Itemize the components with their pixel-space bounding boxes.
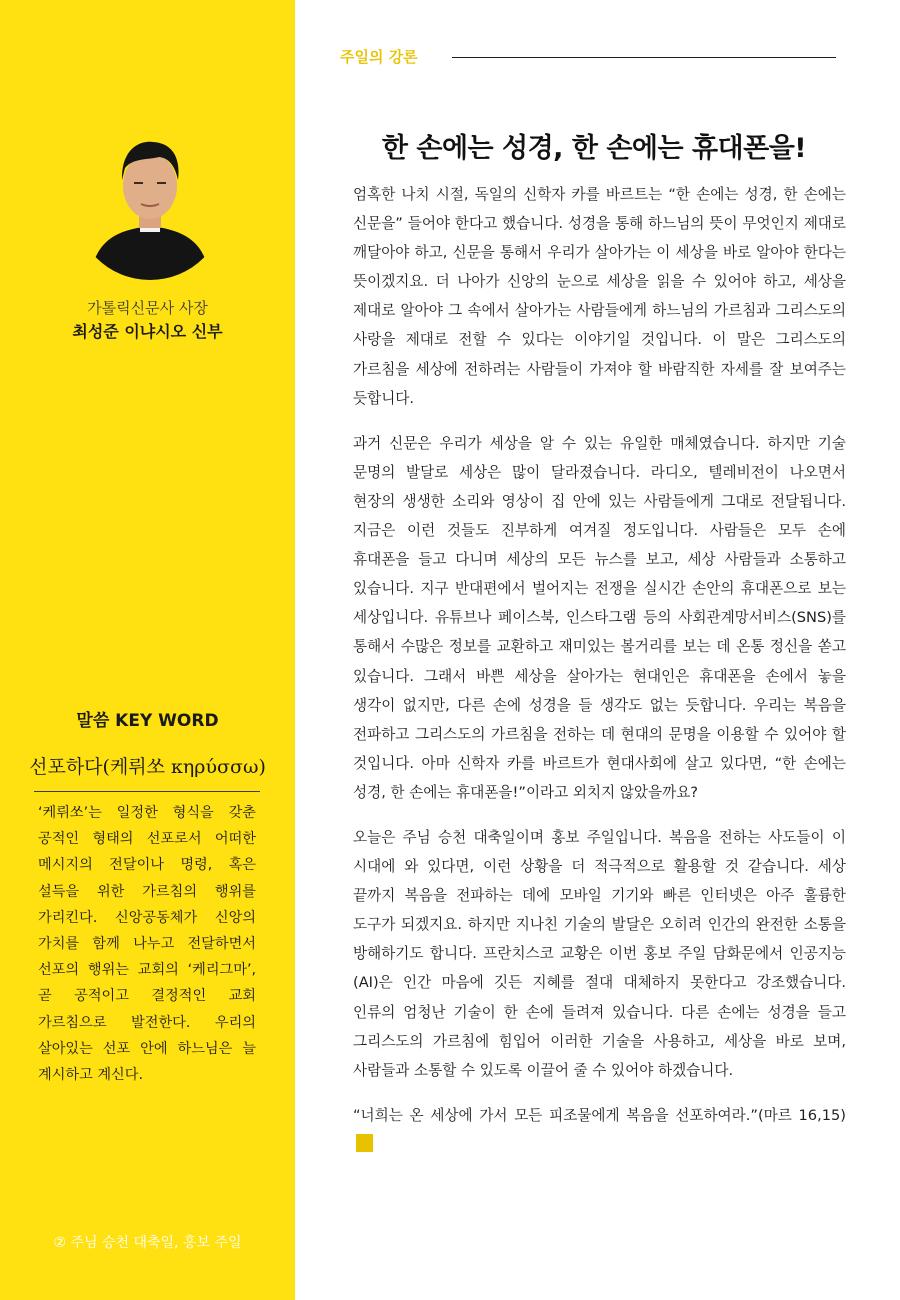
closing-quote-paragraph (353, 1101, 846, 1159)
article-paragraph: 오늘은 주님 승천 대축일이며 홍보 주일입니다. 복음을 전하는 사도들이 이 시대에 와 있다면, 이런 상황을 더 적극적으로 활용할 것 같습니다. 세상 끝까지 복음을 전파하는 데에 모바일 기기와 빠른 인터넷은 아주 훌륭한 도구가 되겠지요. 하지만 지나친 기술의 발달은 오히려 인간의 완전한 소통을 방해하기도 합니다. 프란치스코 교황은 이번 홍보 주일 담화문에서 인공지능(AI)은 인간 마음에 깃든 지혜를 절대 대체하지 못한다고 강조했습니다. 인류의 엄청난 기술이 한 손에 들려져 있습니다. 다른 손에는 성경을 들고 그리스도의 가르침에 힘입어 이러한 기술을 사용하고, 세상을 바로 보며, 사람들과 소통할 수 있도록 이끌어 줄 수 있어야 하겠습니다. (353, 828, 846, 1079)
yellow-sidebar (0, 0, 295, 1300)
article-paragraph: 과거 신문은 우리가 세상을 알 수 있는 유일한 매체였습니다. 하지만 기술 문명의 발달로 세상은 많이 달라졌습니다. 라디오, 텔레비전이 나오면서 현장의 생생한 소리와 영상이 집 안에 있는 사람들에게 그대로 전달됩니다. 지금은 이런 것들도 진부하게 여겨질 정도입니다. 사람들은 모두 손에 휴대폰을 들고 다니며 세상의 모든 뉴스를 보고, 세상 사람들과 소통하고 있습니다. 지구 반대편에서 벌어지는 전쟁을 실시간 손안의 휴대폰으로 보는 세상입니다. 유튜브나 페이스북, 인스타그램 등의 사회관계망서비스(SNS)를 통해서 수많은 정보를 교환하고 재미있는 볼거리를 보는 데 온통 정신을 쏟고 있습니다. 그래서 바쁜 세상을 살아가는 현대인은 휴대폰을 손에서 놓을 생각이 없지만, 다른 손에 성경을 들 생각도 없는 듯합니다. 우리는 복음을 전파하고 그리스도의 가르침을 전하는 데 현대의 문명을 이용할 수 있어야 할 것입니다. 아마 신학자 카를 바르트가 현대사회에 살고 있다면, “한 손에는 성경, 한 손에는 휴대폰을!”이라고 외치지 않았을까요? (353, 434, 846, 801)
author-name: 최성준 이냐시오 신부 (72, 322, 223, 341)
keyword-term: 선포하다(케뤼쏘 κηρύσσω) (29, 756, 266, 778)
section-label: 주일의 강론 (340, 48, 418, 66)
keyword-heading: 말씀 KEY WORD (76, 711, 219, 731)
author-role: 가톨릭신문사 사장 (87, 299, 208, 317)
end-mark-icon (356, 1134, 373, 1152)
author-portrait (85, 122, 215, 282)
page-footer-label: ② 주님 승천 대축일, 홍보 주일 (53, 1235, 242, 1251)
section-divider (452, 57, 836, 58)
article-body (353, 180, 846, 1175)
article-paragraph: 엄혹한 나치 시절, 독일의 신학자 카를 바르트는 “한 손에는 성경, 한 손에는 신문을” 들어야 한다고 했습니다. 성경을 통해 하느님의 뜻이 무엇인지 제대로 깨달아야 하고, 신문을 통해서 우리가 살아가는 이 세상을 바로 알아야 한다는 뜻이겠지요. 더 나아가 신앙의 눈으로 세상을 읽을 수 있어야 하고, 세상을 제대로 알아야 그 속에서 살아가는 사람들에게 하느님의 가르침과 그리스도의 사랑을 제대로 전할 수 있다는 이야기일 것입니다. 이 말은 그리스도의 가르침을 세상에 전하려는 사람들이 가져야 할 바람직한 자세를 잘 보여주는 듯합니다. (353, 186, 846, 407)
closing-quote: “너희는 온 세상에 가서 모든 피조물에게 복음을 선포하여라.”(마르 16,15) (353, 1106, 846, 1124)
keyword-description: ‘케뤼쏘’는 일정한 형식을 갖춘 공적인 형태의 선포로서 어떠한 메시지의 전달이나 명령, 혹은 설득을 위한 가르침의 행위를 가리킨다. 신앙공동체가 신앙의 가치를 함께 나누고 전달하면서 선포의 행위는 교회의 ‘케리그마’, 곧 공적이고 결정적인 교회 가르침으로 발전한다. 우리의 살아있는 선포 안에 하느님은 늘 계시하고 계신다. (38, 805, 256, 1084)
article-title: 한 손에는 성경, 한 손에는 휴대폰을! (381, 133, 807, 165)
keyword-divider (34, 791, 260, 792)
